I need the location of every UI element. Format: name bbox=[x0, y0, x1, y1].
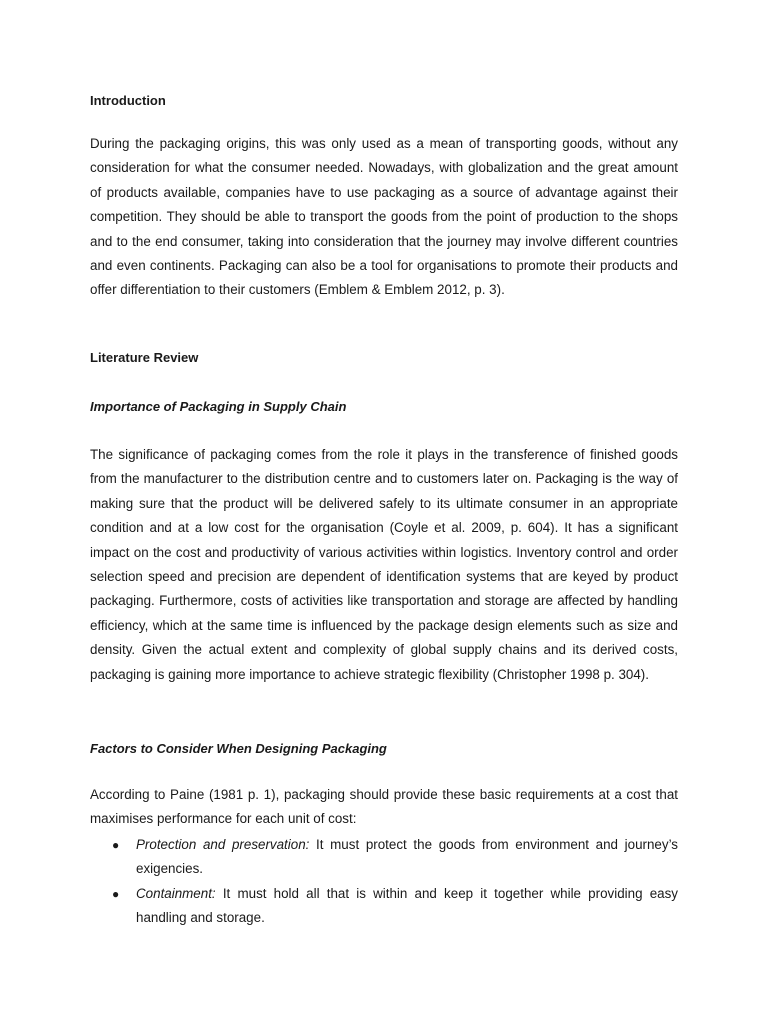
requirements-list bbox=[90, 833, 678, 931]
importance-of-packaging-paragraph: The significance of packaging comes from the role it plays in the transference of finished goods from the manufacturer to the distribution centre and to customers later on. Packaging is the way of making sure that the product will be delivered safely to its ultimate consumer in an appropriate condition and at a low cost for the organisation (Coyle et al. 2009, p. 604). It has a significant impact on the cost and productivity of various activities within logistics. Inventory control and order selection speed and precision are dependent of identification systems that are keyed by product packaging. Furthermore, costs of activities like transportation and storage are affected by handling efficiency, which at the same time is influenced by the package design elements such as size and density. Given the actual extent and complexity of global supply chains and its derived costs, packaging is gaining more importance to achieve strategic flexibility (Christopher 1998 p. 304). bbox=[90, 447, 678, 682]
importance-of-packaging-heading: Importance of Packaging in Supply Chain bbox=[90, 399, 347, 414]
factors-designing-packaging-heading: Factors to Consider When Designing Packaging bbox=[90, 741, 387, 756]
bullet-term: Protection and preservation: bbox=[136, 837, 310, 852]
list-item bbox=[90, 833, 678, 882]
bullet-text: It must protect the goods from environment and journey’s exigencies. bbox=[136, 837, 678, 877]
bullet-term: Containment: bbox=[136, 885, 216, 901]
bullet-text: It must hold all that is within and keep it together while providing easy handling and storage. bbox=[136, 885, 678, 926]
literature-review-heading: Literature Review bbox=[90, 350, 199, 365]
factors-paragraph: According to Paine (1981 p. 1), packaging should provide these basic requirements at a cost that maximises performance for each unit of cost: bbox=[90, 787, 678, 827]
bullet-icon: ● bbox=[112, 838, 120, 852]
introduction-heading: Introduction bbox=[90, 93, 166, 108]
bullet-icon: ● bbox=[112, 886, 120, 901]
list-item bbox=[90, 882, 678, 931]
introduction-paragraph: During the packaging origins, this was only used as a mean of transporting goods, without any consideration for what the consumer needed. Nowadays, with globalization and the great amount of products available, companies have to use packaging as a source of advantage against their competition. They should be able to transport the goods from the point of production to the shops and to the end consumer, taking into consideration that the journey may involve different countries and even continents. Packaging can also be a tool for organisations to promote their products and offer differentiation to their customers (Emblem & Emblem 2012, p. 3). bbox=[90, 136, 678, 298]
